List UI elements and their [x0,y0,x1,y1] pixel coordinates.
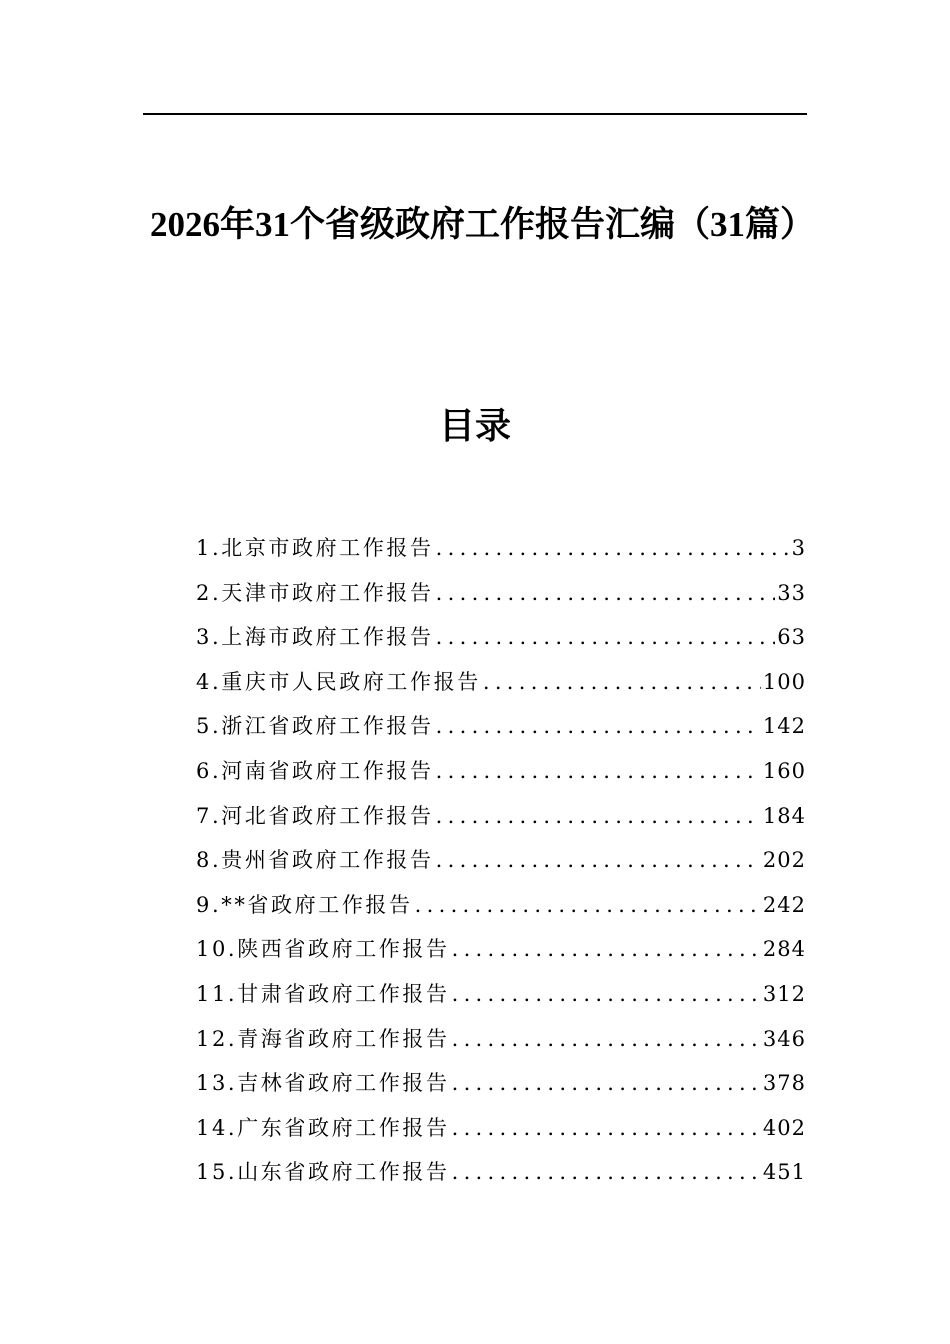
toc-heading: 目录 [438,405,511,447]
toc-dot-leader [483,670,761,694]
toc-page-number: 378 [762,1071,806,1096]
toc-dot-leader [452,1116,761,1140]
toc-dot-leader [452,1160,761,1184]
toc-page-number: 451 [762,1160,806,1185]
toc-dot-leader [436,581,776,605]
toc-entry-11[interactable] [196,978,806,1023]
toc-page-number: 346 [762,1026,806,1051]
toc-dot-leader [415,893,761,917]
toc-entry-label: 1.北京市政府工作报告 [196,536,434,560]
toc-entry-label: 8.贵州省政府工作报告 [196,848,434,873]
toc-dot-leader [436,536,790,560]
toc-entry-label: 14.广东省政府工作报告 [196,1115,450,1140]
toc-entry-13[interactable] [196,1067,806,1112]
toc-entry-12[interactable] [196,1023,806,1068]
toc-entry-label: 9.**省政府工作报告 [196,892,413,917]
toc-entry-6[interactable] [196,755,806,800]
toc-dot-leader [452,1027,761,1051]
toc-entry-label: 2.天津市政府工作报告 [196,580,434,605]
toc-page-number: 142 [762,714,806,739]
toc-dot-leader [436,848,761,872]
toc-entry-label: 15.山东省政府工作报告 [196,1160,450,1185]
toc-entry-15[interactable] [196,1156,806,1201]
toc-entry-7[interactable] [196,800,806,845]
toc-dot-leader [436,625,776,649]
toc-entry-label: 10.陕西省政府工作报告 [196,937,450,962]
toc-page-number: 242 [762,892,806,917]
toc-entry-label: 7.河北省政府工作报告 [196,803,434,828]
toc-entry-3[interactable] [196,621,806,666]
toc-entry-label: 4.重庆市人民政府工作报告 [196,669,481,694]
toc-entry-10[interactable] [196,933,806,978]
toc-page-number: 402 [762,1115,806,1140]
toc-page-number: 202 [762,848,806,873]
toc-dot-leader [452,1071,761,1095]
toc-dot-leader [436,759,761,783]
toc-dot-leader [452,937,761,961]
toc-page-number: 184 [762,803,806,828]
header-rule [143,113,807,115]
toc-entry-label: 13.吉林省政府工作报告 [196,1071,450,1096]
toc-page-number: 63 [777,625,806,650]
toc-entry-5[interactable] [196,710,806,755]
toc-page-number: 312 [762,981,806,1006]
toc-entry-label: 3.上海市政府工作报告 [196,625,434,650]
toc-entry-label: 12.青海省政府工作报告 [196,1026,450,1051]
toc-entry-8[interactable] [196,844,806,889]
table-of-contents [196,532,806,1201]
toc-entry-4[interactable] [196,666,806,711]
toc-page-number: 33 [777,580,806,605]
toc-entry-2[interactable] [196,577,806,622]
toc-dot-leader [436,804,761,828]
toc-entry-label: 5.浙江省政府工作报告 [196,714,434,739]
toc-dot-leader [436,714,761,738]
toc-page-number: 3 [791,536,806,560]
toc-entry-label: 6.河南省政府工作报告 [196,758,434,783]
document-title: 2026年31个省级政府工作报告汇编（31篇） [150,205,816,244]
toc-page-number: 160 [762,758,806,783]
toc-page-number: 284 [762,937,806,962]
toc-dot-leader [452,982,761,1006]
toc-entry-9[interactable] [196,889,806,934]
toc-entry-1[interactable] [196,532,806,577]
toc-page-number: 100 [762,669,806,694]
toc-entry-label: 11.甘肃省政府工作报告 [196,981,450,1006]
toc-entry-14[interactable] [196,1112,806,1157]
